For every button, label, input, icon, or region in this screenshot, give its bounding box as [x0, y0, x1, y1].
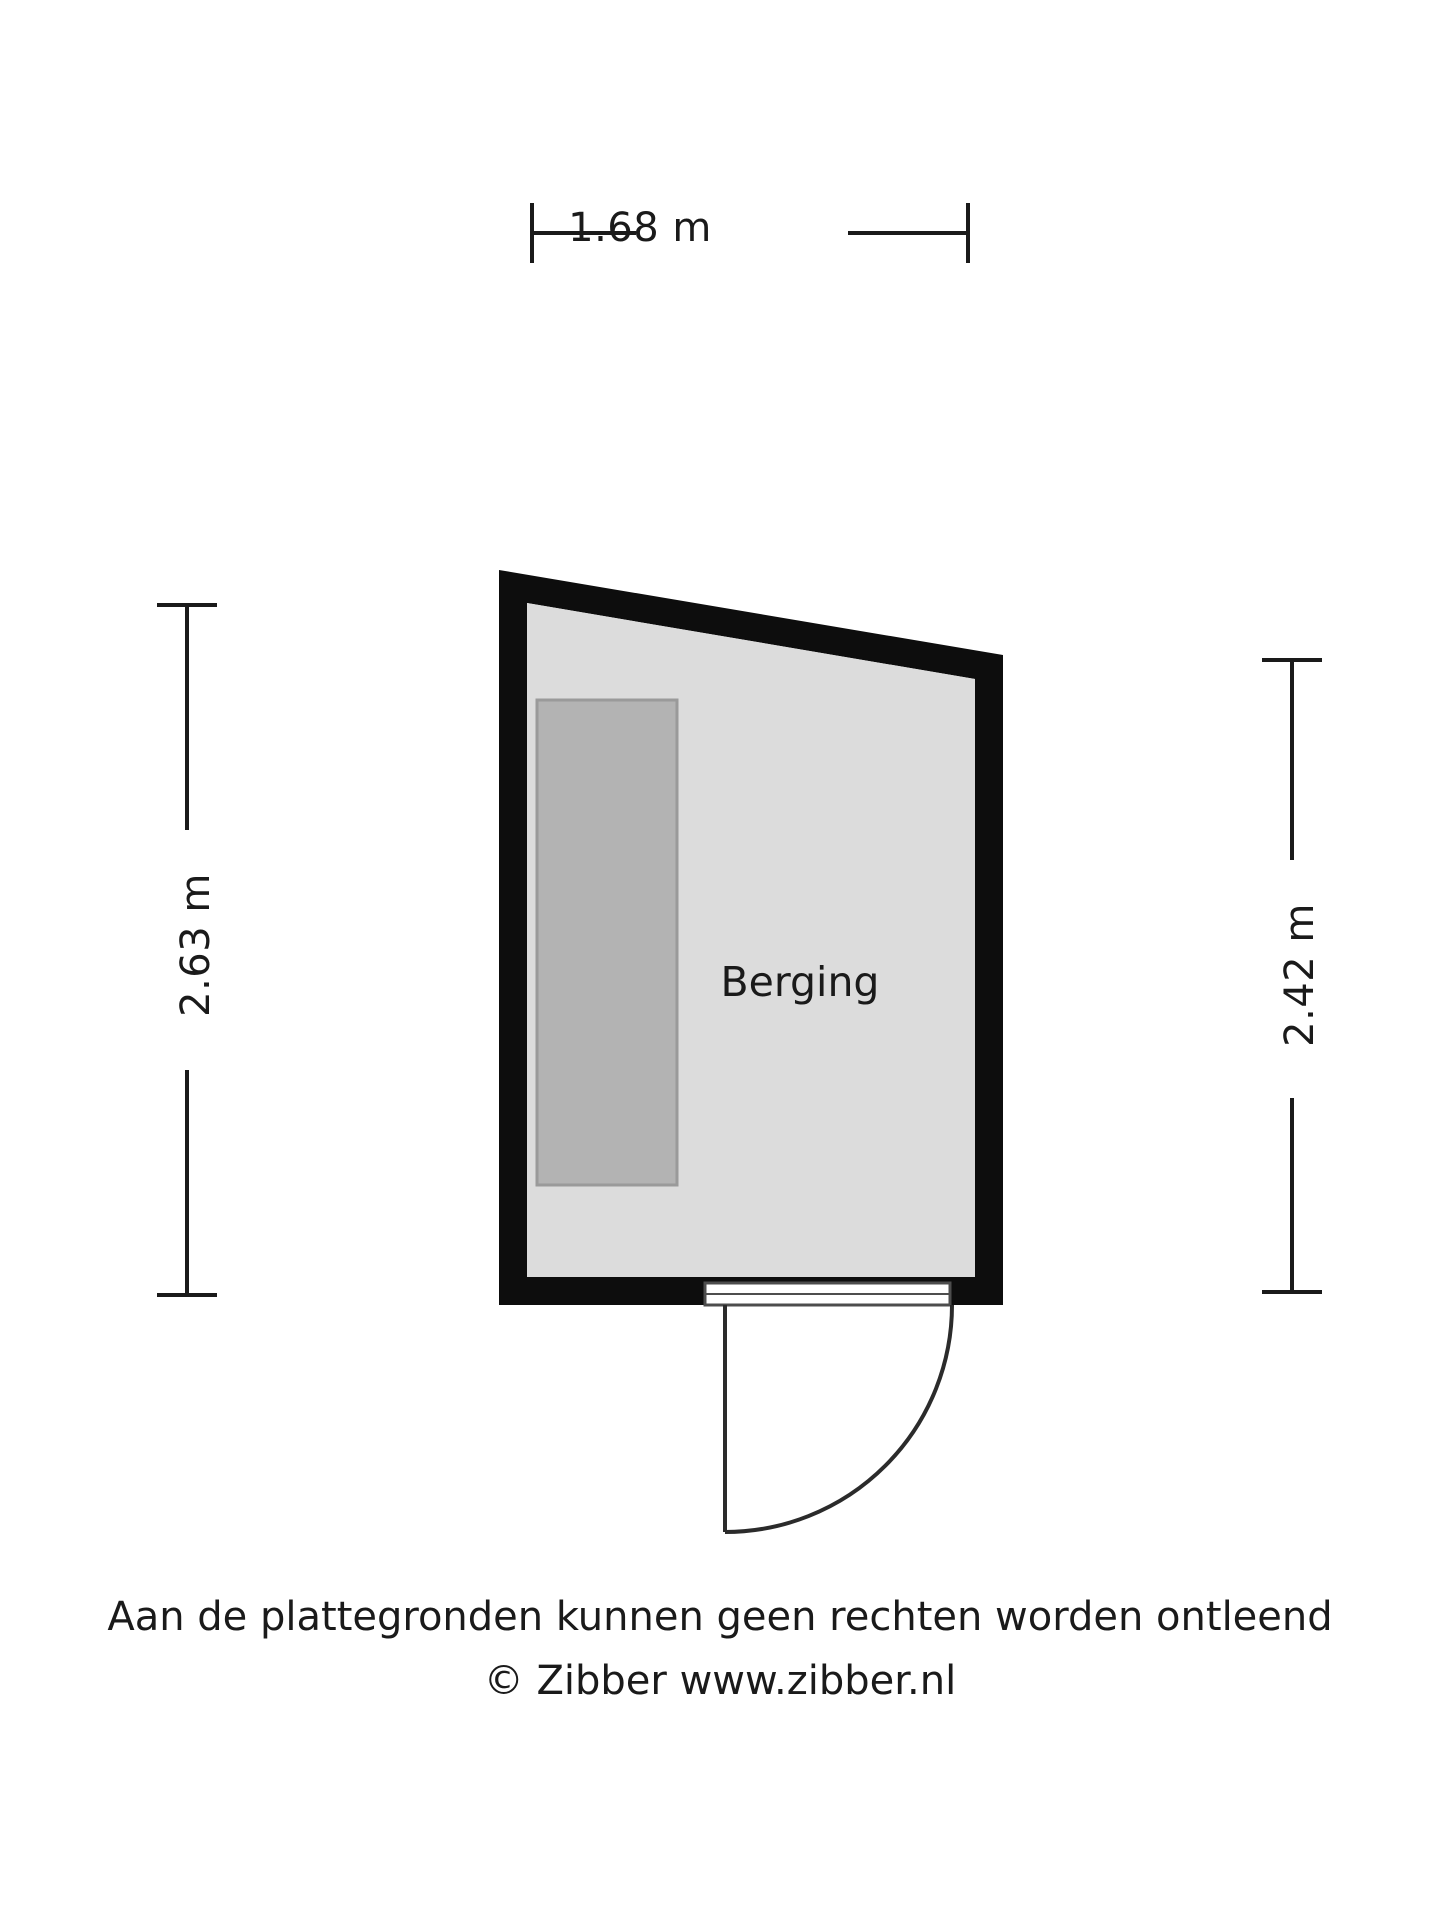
footer-disclaimer: Aan de plattegronden kunnen geen rechten worden ontleend — [107, 1594, 1333, 1640]
dimension-right-label: 2.42 m — [1277, 903, 1323, 1047]
footer — [0, 1585, 1440, 1713]
door — [705, 1283, 952, 1532]
dimension-top-label: 1.68 m — [568, 205, 712, 251]
room-label: Berging — [720, 958, 880, 1006]
footer-credit: © Zibber www.zibber.nl — [483, 1658, 957, 1704]
dimension-left-label: 2.63 m — [173, 873, 219, 1017]
storage-fixture — [537, 700, 677, 1185]
